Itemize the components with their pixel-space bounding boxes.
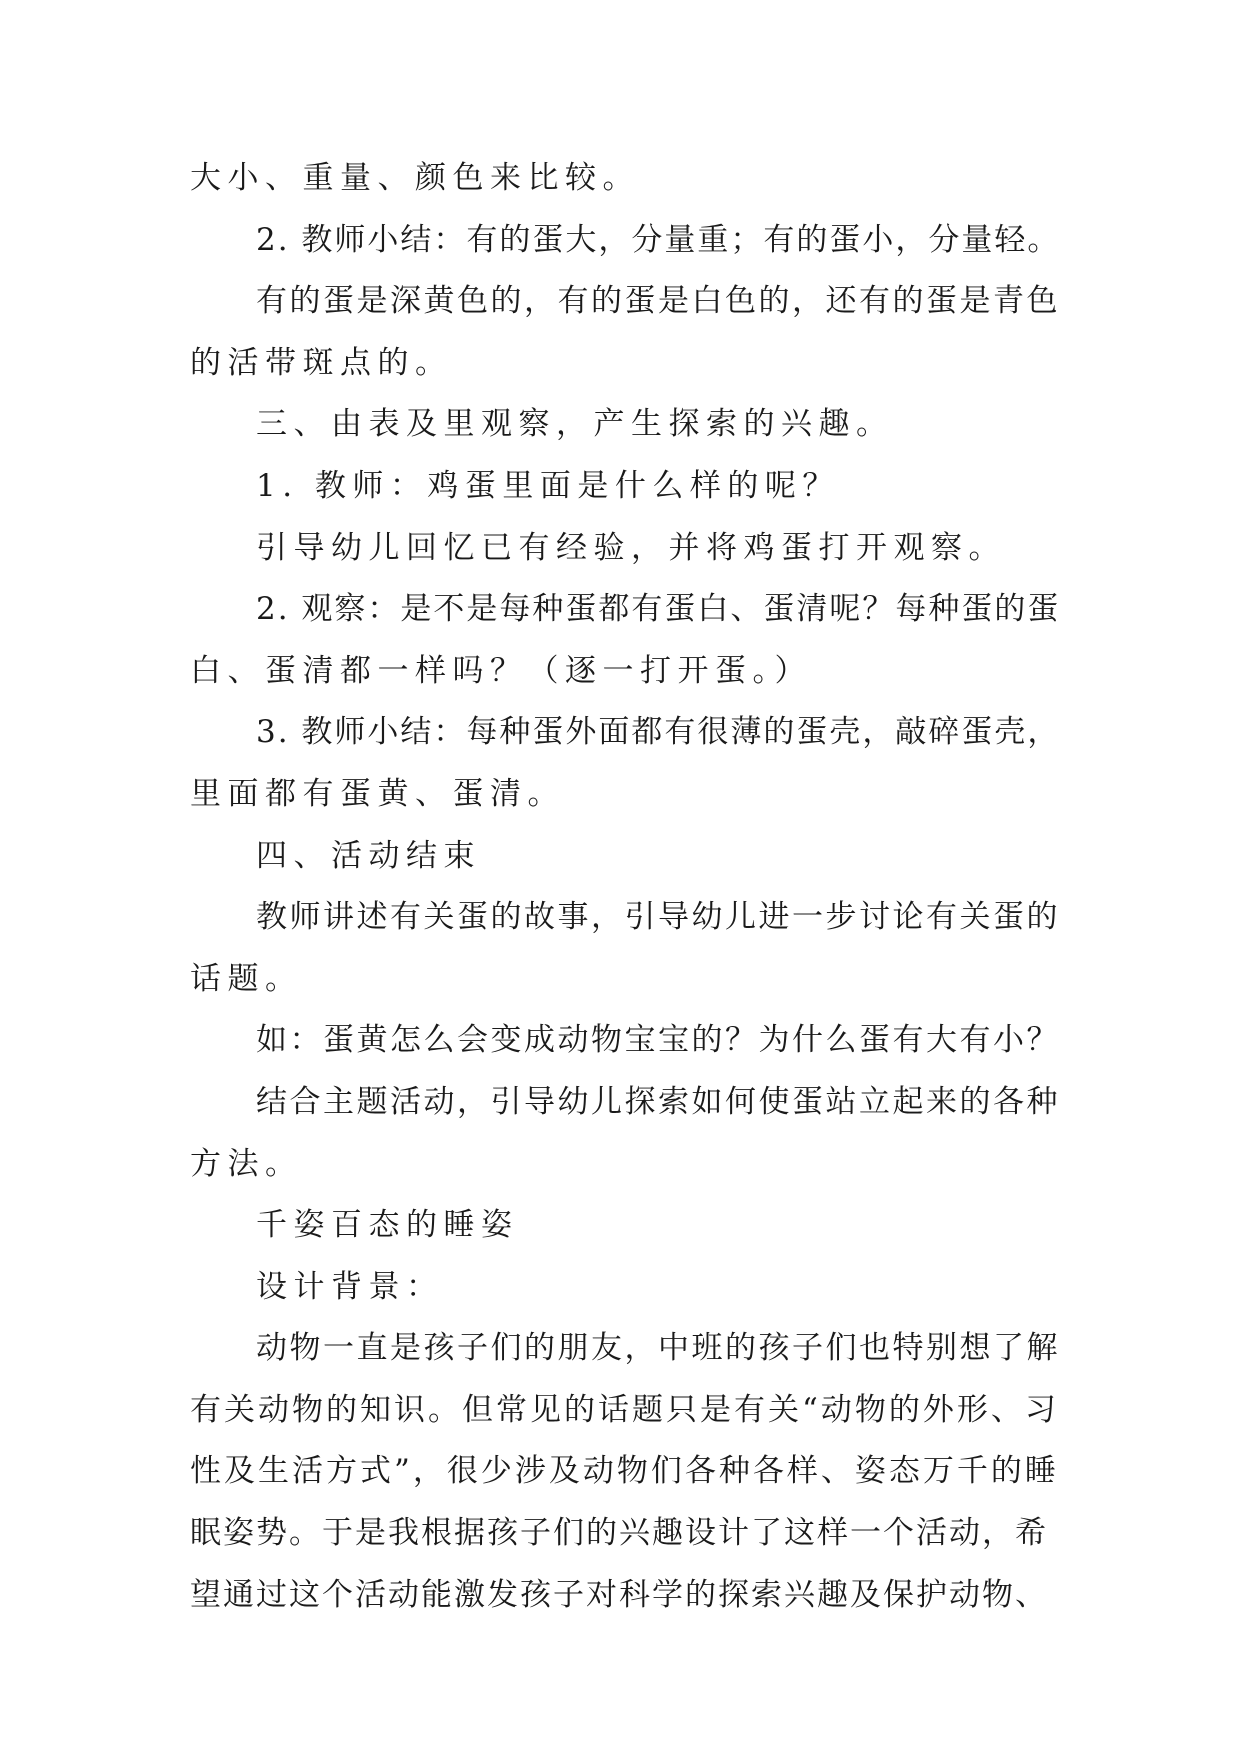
section-heading: 四、活动结束 (256, 837, 481, 874)
text-line: 话题。 (190, 960, 303, 997)
text-line: 方法。 (190, 1145, 303, 1182)
section-heading: 三、由表及里观察，产生探索的兴趣。 (256, 406, 894, 443)
section-heading: 设计背景： (256, 1268, 444, 1305)
text-line: 大小、重量、颜色来比较。 (190, 160, 640, 196)
text-line: 里面都有蛋黄、蛋清。 (190, 775, 565, 812)
text-line: 眠姿势。于是我根据孩子们的兴趣设计了这样一个活动，希 (190, 1515, 1048, 1552)
text-line: 3. 教师小结：每种蛋外面都有很薄的蛋壳，敲碎蛋壳， (256, 714, 1061, 751)
document-body (190, 148, 1060, 1626)
text-line: 动物一直是孩子们的朋友，中班的孩子们也特别想了解 (256, 1330, 1060, 1367)
text-line: 有关动物的知识。但常见的话题只是有关“动物的外形、习 (190, 1391, 1059, 1428)
text-line: 有的蛋是深黄色的，有的蛋是白色的，还有的蛋是青色 (256, 283, 1060, 320)
text-line: 性及生活方式”，很少涉及动物们各种各样、姿态万千的睡 (190, 1453, 1059, 1490)
text-line: 1. 教师：鸡蛋里面是什么样的呢？ (256, 467, 840, 504)
article-title: 千姿百态的睡姿 (256, 1207, 519, 1244)
text-line: 2. 教师小结：有的蛋大，分量重；有的蛋小，分量轻。 (256, 221, 1061, 258)
text-line: 教师讲述有关蛋的故事，引导幼儿进一步讨论有关蛋的 (256, 899, 1060, 936)
text-line: 白、蛋清都一样吗？（逐一打开蛋。） (190, 652, 812, 689)
text-line: 望通过这个活动能激发孩子对科学的探索兴趣及保护动物、 (190, 1576, 1048, 1613)
text-line: 如：蛋黄怎么会变成动物宝宝的？为什么蛋有大有小？ (256, 1022, 1060, 1059)
text-line: 结合主题活动，引导幼儿探索如何使蛋站立起来的各种 (256, 1083, 1060, 1120)
text-line: 引导幼儿回忆已有经验，并将鸡蛋打开观察。 (256, 529, 1006, 566)
text-line: 2. 观察：是不是每种蛋都有蛋白、蛋清呢？每种蛋的蛋 (256, 591, 1061, 628)
text-line: 的活带斑点的。 (190, 344, 453, 381)
